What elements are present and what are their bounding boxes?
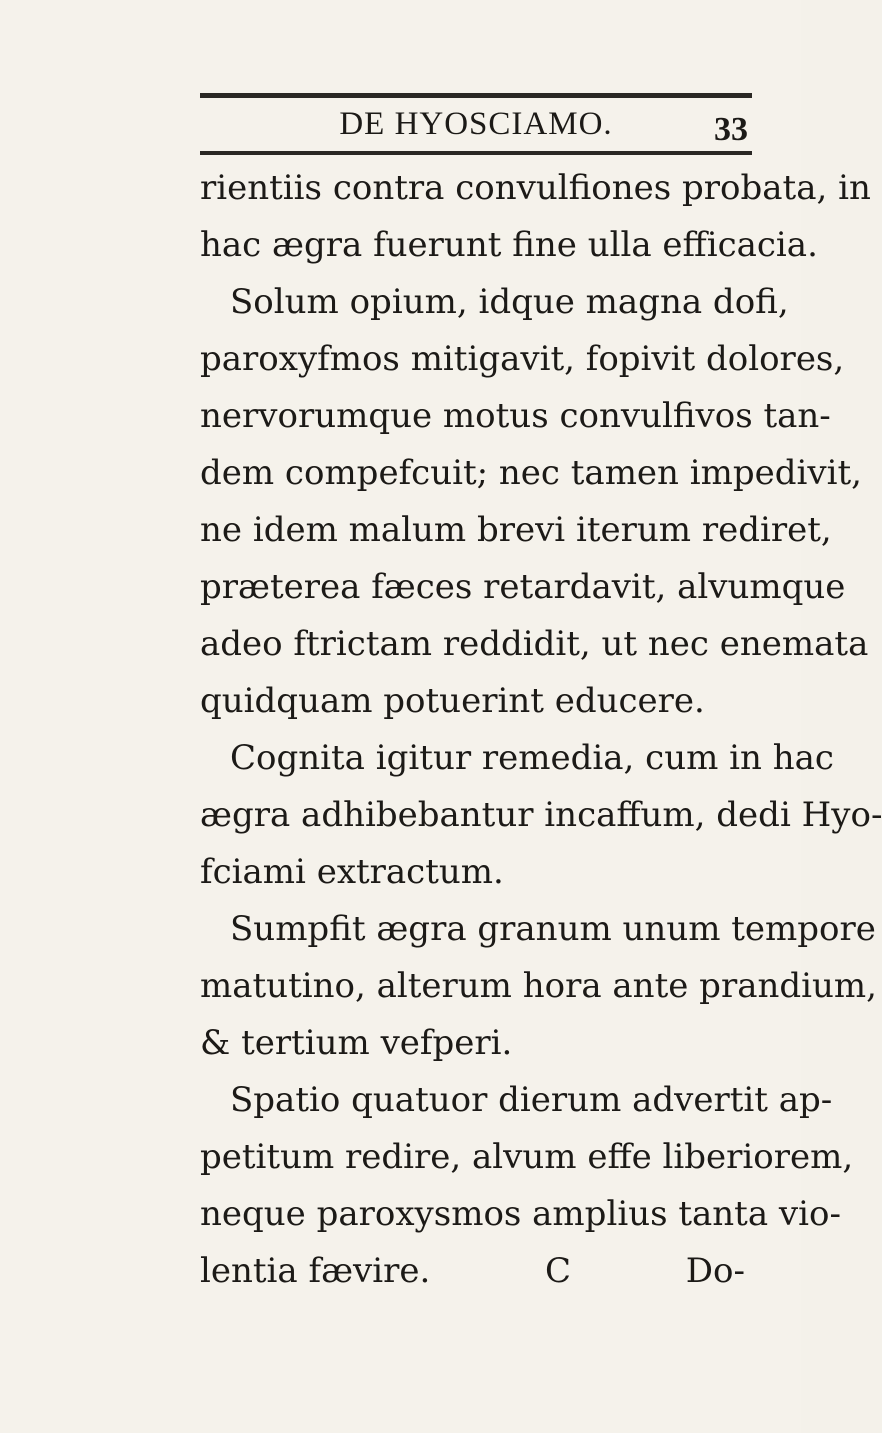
text-line: hac ægra fuerunt fine ulla efficacia.: [200, 225, 818, 265]
text-line: ne idem malum brevi iterum rediret,: [200, 510, 832, 550]
text-line: Sumpfit ægra granum unum tempore: [230, 909, 876, 949]
text-line: quidquam potuerint educere.: [200, 681, 705, 721]
text-line: petitum redire, alvum effe liberiorem,: [200, 1137, 854, 1177]
running-header: [200, 102, 752, 150]
text-line: adeo ftrictam reddidit, ut nec enemata: [200, 624, 869, 664]
text-line: rientiis contra convulfiones probata, in: [200, 168, 871, 208]
text-line: fciami extractum.: [200, 852, 504, 892]
final-line-text: lentia fævire.: [200, 1251, 431, 1291]
text-line: præterea fæces retardavit, alvumque: [200, 567, 846, 607]
text-line: neque paroxysmos amplius tanta vio-: [200, 1194, 841, 1234]
text-line: nervorumque motus convulfivos tan-: [200, 396, 831, 436]
running-title: DE HYOSCIAMO.: [339, 106, 613, 142]
text-line: Spatio quatuor dierum advertit ap-: [230, 1080, 833, 1120]
text-line: ægra adhibebantur incaffum, dedi Hyo-: [200, 795, 882, 835]
signature-mark: C: [545, 1251, 572, 1291]
catchword: Do-: [685, 1251, 745, 1291]
final-line: [200, 1243, 760, 1300]
text-line: Solum opium, idque magna dofi,: [230, 282, 789, 322]
text-line: matutino, alterum hora ante prandium,: [200, 966, 877, 1006]
text-line: paroxyfmos mitigavit, fopivit dolores,: [200, 339, 845, 379]
header-top-rule: [200, 93, 752, 98]
text-line: dem compefcuit; nec tamen impedivit,: [200, 453, 862, 493]
text-line: & tertium vefperi.: [200, 1023, 513, 1063]
header-bottom-rule: [200, 151, 752, 155]
page-number: 33: [714, 111, 748, 148]
text-line: Cognita igitur remedia, cum in hac: [230, 738, 834, 778]
body-text: [200, 160, 882, 1300]
